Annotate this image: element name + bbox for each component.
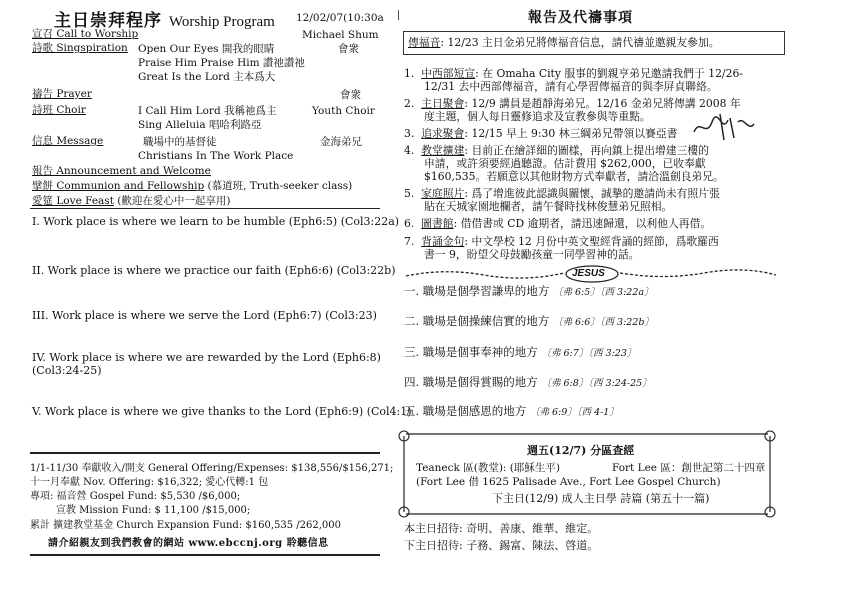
announcement-item-4-line-3: $160,535。若願意以其他財物方式奉獻者，請洽溫劍良弟兄。	[424, 170, 724, 183]
announcement-item-7-line-2: 書一 9，盼望父母鼓勵孩童一同學習神的話。	[424, 248, 640, 261]
program-divider	[30, 208, 380, 209]
sermon-point-en-4: IV. Work place is where we are rewarded by the Lord (Eph6:8)	[32, 351, 381, 364]
program-label-choir: 詩班 Choir	[32, 104, 86, 116]
announcement-item-4: 4. 教堂擴建: 目前正在繪詳細的圖樣，再向鎮上提出增建三樓的	[404, 144, 709, 157]
sermon-point-en-5: V. Work place is where we give thanks to the Lord (Eph6:9) (Col4:1)	[32, 405, 412, 418]
program-label-communion: 擘餅 Communion and Fellowship (慕道班, Truth-seeker class)	[32, 180, 353, 192]
program-label-prayer: 禱告 Prayer	[32, 88, 92, 100]
program-person-prayer: 會衆	[340, 89, 361, 101]
choir-song-2: Sing Alleluia 唱哈利路亞	[138, 119, 262, 131]
finance-top-rule	[30, 452, 380, 454]
bible-study-address: (Fort Lee 借 1625 Palisade Ave., Fort Lee Gospel Church)	[416, 476, 721, 488]
sermon-point-en-4-cont: (Col3:24-25)	[32, 364, 102, 377]
announcements-title: 報告及代禱事項	[528, 10, 633, 26]
sermon-point-zh-3: 三. 職場是個事奉神的地方 〔弗 6:7〕〔西 3:23〕	[404, 345, 637, 359]
announcement-item-7: 7. 背誦金句: 中文學校 12 月份中英文聖經背誦的經節，爲歌羅西	[404, 235, 719, 248]
finance-line-1: 1/1-11/30 奉獻收入/開支 General Offering/Expenses: $138,556/$156,271;	[30, 463, 394, 474]
message-title-zh: 職場中的基督徒	[143, 136, 217, 148]
announcement-item-3: 3. 追求聚會: 12/15 早上 9:30 林三綱弟兄帶領以賽亞書	[404, 127, 678, 140]
sermon-point-en-3: III. Work place is where we serve the Lord (Eph6:7) (Col3:23)	[32, 309, 377, 322]
finance-line-4: 宣教 Mission Fund: $ 11,100 /$15,000;	[56, 505, 251, 516]
program-person-singspiration: 會衆	[338, 43, 359, 55]
sermon-point-zh-4: 四. 職場是個得賞賜的地方 〔弗 6:8〕〔西 3:24-25〕	[404, 375, 652, 389]
program-label-lovefeast: 愛筵 Love Feast (歡迎在愛心中一起享用)	[32, 195, 231, 207]
song-3: Great Is the Lord 主本爲大	[138, 71, 276, 83]
choir-song-1: I Call Him Lord 我稱祂爲主	[138, 105, 277, 117]
hosts-this-sunday: 本主日招待: 奇明、善康、維華、維定。	[404, 522, 599, 535]
sermon-point-zh-5: 五. 職場是個感恩的地方 〔弗 6:9〕〔西 4-1〕	[404, 404, 619, 418]
message-title-en: Christians In The Work Place	[138, 150, 294, 162]
bible-study-teaneck: Teaneck 區(教堂): (耶穌生平)	[416, 462, 560, 474]
sermon-point-en-2: II. Work place is where we practice our faith (Eph6:6) (Col3:22b)	[32, 264, 396, 277]
finance-line-3: 專項: 福音營 Gospel Fund: $5,530 /$6,000;	[30, 491, 241, 502]
bible-study-title: 週五(12/7) 分區查經	[527, 444, 635, 457]
program-person-choir: Youth Choir	[312, 105, 375, 117]
sermon-point-zh-1: 一. 職場是個學習謙卑的地方 〔弗 6:5〕〔西 3:22a〕	[404, 284, 654, 298]
hosts-next-sunday: 下主日招待: 子務、錫富、陳法、啓道。	[404, 539, 599, 552]
bible-study-fortlee: Fort Lee 區：創世記第二十四章	[612, 462, 766, 474]
announcement-item-2: 2. 主日聚會: 12/9 講員是趙靜海弟兄。12/16 金弟兄將傳講 2008 年	[404, 97, 741, 110]
song-1: Open Our Eyes 開我的眼睛	[138, 43, 275, 55]
announcement-item-5-line-2: 貼在天城家園地欄者，請午餐時找林俊慧弟兄照相。	[424, 200, 673, 213]
program-person-call: Michael Shum	[302, 29, 379, 41]
announcement-item-1: 1. 中西部短宣: 在 Omaha City 服事的劉親亨弟兄邀請我們于 12/26-	[404, 67, 743, 80]
finance-line-2: 十一月奉獻 Nov. Offering: $16,322; 愛心代轉:1 包	[30, 477, 269, 488]
announcement-item-4-line-2: 申請，或許須要經過聽證。估計費用 $262,000，已收奉獻	[424, 157, 706, 170]
program-label-announcement: 報告 Announcement and Welcome	[32, 165, 211, 177]
song-2: Praise Him Praise Him 讚祂讚祂	[138, 57, 305, 69]
handwritten-note-icon	[690, 110, 760, 144]
program-label-message: 信息 Message	[32, 135, 104, 147]
sermon-point-zh-2: 二. 職場是個操練信實的地方 〔弗 6:6〕〔西 3:22b〕	[404, 314, 654, 328]
program-person-message: 金海弟兄	[320, 136, 362, 148]
announcement-item-5: 5. 家庭照片: 爲了增進彼此認識與關懷，誠摯的邀請尚未有照片張	[404, 187, 720, 200]
program-label-singspiration: 詩歌 Singspiration	[32, 42, 128, 54]
fold-mark	[398, 10, 399, 20]
bulletin-title: 主日崇拜程序 Worship Program	[54, 11, 275, 31]
jesus-divider-word: JESUS	[572, 268, 605, 279]
finance-line-5: 累計 擴建教堂基金 Church Expansion Fund: $160,535 /262,000	[30, 520, 341, 531]
sermon-point-en-1: I. Work place is where we learn to be humble (Eph6:5) (Col3:22a)	[32, 215, 400, 228]
announcement-item-6: 6. 圖書館: 借借書或 CD 逾期者，請迅速歸還，以利他人再借。	[404, 217, 712, 230]
announcement-item-2-line-2: 度主題，個人每日靈修追求及宣教參與等重點。	[424, 110, 651, 123]
program-label-call: 宣召 Call to Worship	[32, 28, 139, 40]
gospel-announcement: 傳福音: 12/23 主日金弟兄將傳福音信息，請代禱並邀親友參加。	[408, 36, 720, 49]
next-week-sunday-school: 下主日(12/9) 成人主日學 詩篇 (第五十一篇)	[492, 492, 710, 505]
service-date: 12/02/07(10:30a	[296, 12, 384, 24]
website-line: 請介紹親友到我們教會的網站 www.ebccnj.org 聆聽信息	[48, 538, 329, 549]
finance-bottom-rule	[30, 554, 380, 556]
announcement-item-1-line-2: 12/31 去中西部傳福音，請有心學習傳福音的與李屏貞聯絡。	[424, 80, 718, 93]
